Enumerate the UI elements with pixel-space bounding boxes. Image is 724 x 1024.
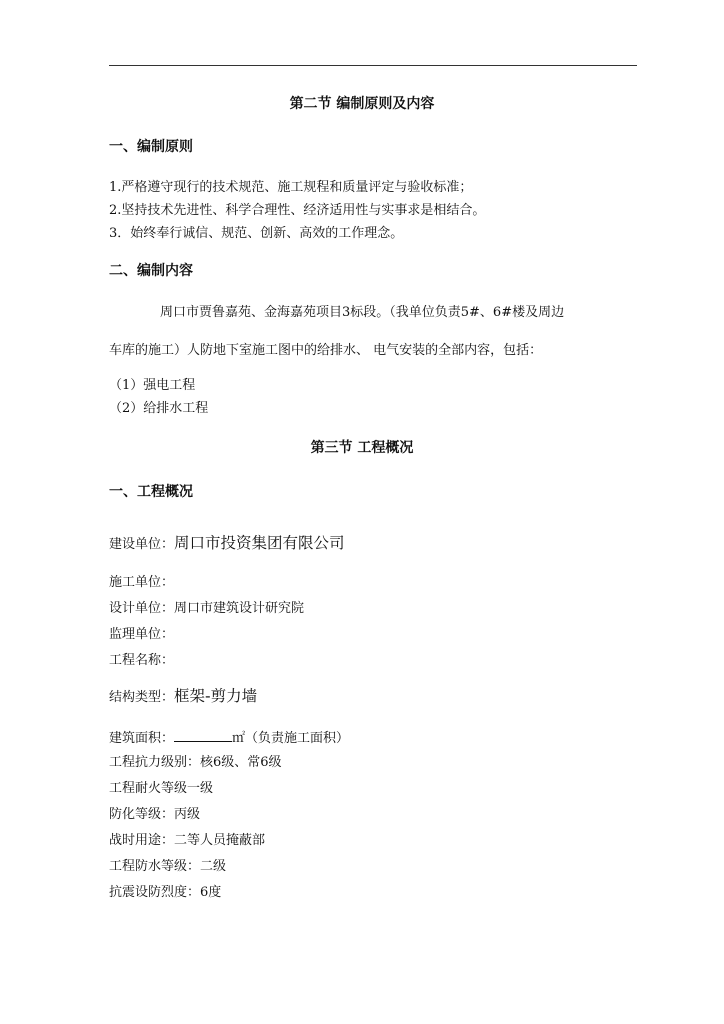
resistance-level: 工程抗力级别：核6级、常6级 — [109, 755, 282, 770]
principle-item-1: 1.严格遵守现行的技术规范、施工规程和质量评定与验收标准； — [109, 180, 473, 195]
structure-row — [109, 689, 257, 705]
section3-title: 第三节 工程概况 — [310, 440, 414, 456]
content-item-2: （2）给排水工程 — [109, 401, 209, 416]
design-unit: 设计单位：周口市建筑设计研究院 — [109, 601, 305, 616]
area-row — [109, 730, 349, 745]
principles-heading: 一、编制原则 — [109, 139, 193, 155]
build-unit-label: 建设单位： — [109, 537, 175, 552]
chemical-level: 防化等级：丙级 — [109, 807, 201, 822]
area-label: 建筑面积： — [109, 731, 175, 746]
construction-unit: 施工单位： — [109, 575, 175, 590]
principle-item-3: 3．始终奉行诚信、规范、创新、高效的工作理念。 — [109, 226, 404, 241]
fire-rating: 工程耐火等级一级 — [109, 781, 214, 796]
content-item-1: （1）强电工程 — [109, 378, 196, 393]
overview-heading: 一、工程概况 — [109, 484, 193, 500]
content-heading: 二、编制内容 — [109, 263, 193, 279]
wartime-use: 战时用途：二等人员掩蔽部 — [109, 833, 266, 848]
area-suffix: ㎡（负责施工面积） — [232, 731, 350, 746]
build-unit-row — [109, 536, 345, 552]
waterproof-level: 工程防水等级：二级 — [109, 859, 227, 874]
structure-value: 框架-剪力墙 — [174, 687, 258, 705]
supervision-unit: 监理单位： — [109, 627, 175, 642]
seismic-intensity: 抗震设防烈度：6度 — [109, 885, 222, 900]
section2-title: 第二节 编制原则及内容 — [289, 96, 435, 112]
build-unit-value: 周口市投资集团有限公司 — [174, 534, 345, 552]
area-blank-line — [174, 730, 232, 742]
header-rule — [109, 65, 637, 66]
project-name: 工程名称： — [109, 653, 175, 668]
content-paragraph-line2: 车库的施工）人防地下室施工图中的给排水、 电气安装的全部内容，包括： — [109, 343, 543, 358]
structure-label: 结构类型： — [109, 690, 175, 705]
content-paragraph-line1: 周口市贾鲁嘉苑、金海嘉苑项目3标段。（我单位负责5#、6#楼及周边 — [160, 305, 565, 320]
principle-item-2: 2.坚持技术先进性、科学合理性、经济适用性与实事求是相结合。 — [109, 203, 486, 218]
